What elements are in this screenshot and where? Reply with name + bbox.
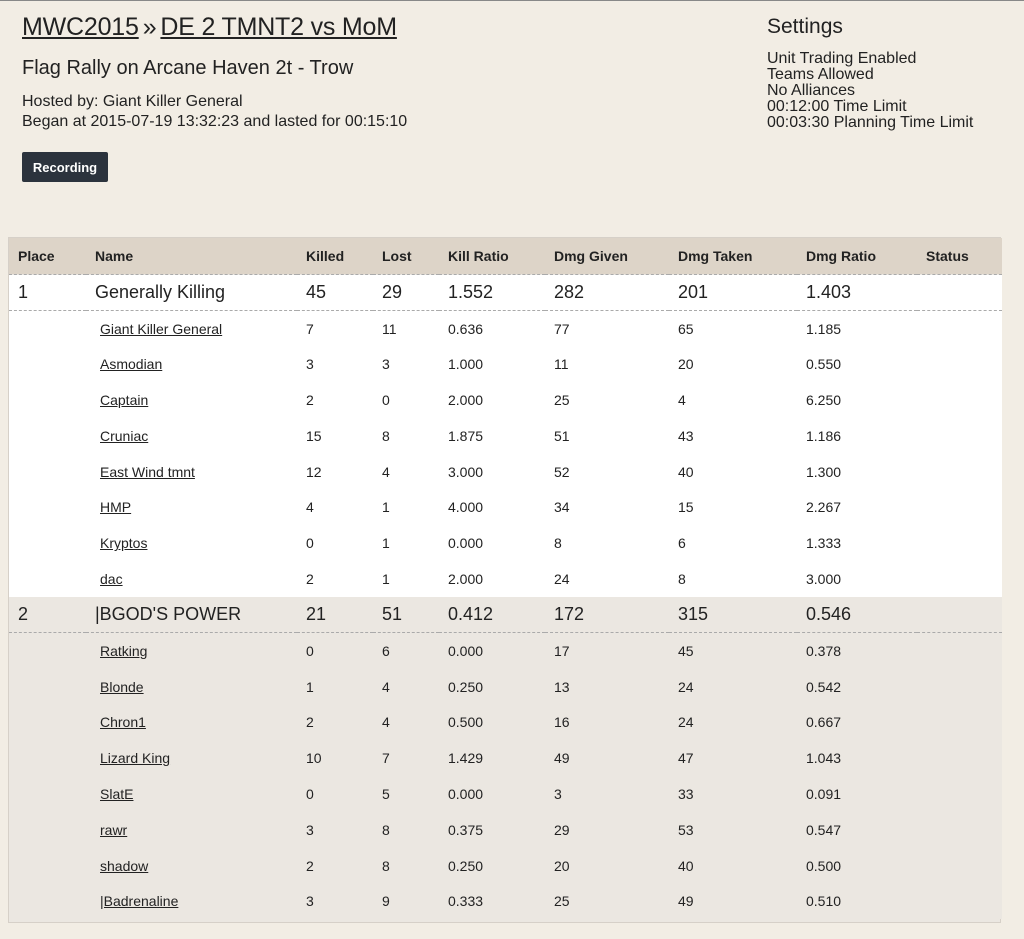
player-name-link[interactable]: dac bbox=[100, 570, 123, 587]
player-kill-ratio: 0.500 bbox=[448, 714, 484, 731]
player-kill-ratio: 0.250 bbox=[448, 678, 484, 695]
player-lost: 8 bbox=[382, 821, 390, 838]
player-place bbox=[9, 561, 86, 597]
player-status bbox=[917, 561, 1002, 597]
player-status bbox=[917, 812, 1002, 848]
player-dmg-given: 34 bbox=[554, 499, 570, 516]
player-row bbox=[9, 704, 1002, 740]
player-name-link[interactable]: Captain bbox=[100, 391, 149, 408]
player-dmg-ratio: 1.043 bbox=[806, 750, 842, 767]
player-name-cell bbox=[86, 776, 297, 812]
player-name-cell bbox=[86, 704, 297, 740]
settings-panel bbox=[767, 15, 1017, 131]
player-dmg-taken: 4 bbox=[678, 391, 686, 408]
player-killed: 3 bbox=[306, 356, 314, 373]
player-kill-ratio: 0.375 bbox=[448, 821, 484, 838]
player-lost: 6 bbox=[382, 643, 390, 660]
player-name-link[interactable]: HMP bbox=[100, 499, 132, 516]
player-row bbox=[9, 776, 1002, 812]
player-lost: 11 bbox=[382, 320, 397, 337]
player-status bbox=[917, 848, 1002, 884]
team-row bbox=[9, 275, 1002, 311]
player-name-link[interactable]: Blonde bbox=[100, 678, 144, 695]
game-subtitle: Flag Rally on Arcane Haven 2t - Trow bbox=[22, 57, 354, 79]
player-dmg-ratio: 0.542 bbox=[806, 678, 842, 695]
player-status bbox=[917, 633, 1002, 669]
team-dmg-ratio: 0.546 bbox=[797, 597, 917, 633]
player-name-cell bbox=[86, 311, 297, 347]
player-status bbox=[917, 454, 1002, 490]
player-dmg-taken: 65 bbox=[678, 320, 694, 337]
player-dmg-ratio: 0.510 bbox=[806, 893, 842, 910]
player-kill-ratio: 0.000 bbox=[448, 643, 484, 660]
player-status bbox=[917, 382, 1002, 418]
col-header-lost[interactable]: Lost bbox=[373, 238, 439, 274]
team-lost: 29 bbox=[373, 275, 439, 311]
results-body bbox=[9, 275, 1002, 920]
player-killed: 3 bbox=[306, 821, 314, 838]
player-place bbox=[9, 418, 86, 454]
player-row bbox=[9, 669, 1002, 705]
player-lost: 0 bbox=[382, 391, 390, 408]
player-name-cell bbox=[86, 740, 297, 776]
player-name-link[interactable]: Ratking bbox=[100, 643, 148, 660]
player-name-cell bbox=[86, 561, 297, 597]
breadcrumb bbox=[22, 13, 742, 42]
team-dmg-taken: 201 bbox=[669, 275, 797, 311]
player-kill-ratio: 1.875 bbox=[448, 427, 484, 444]
team-status bbox=[917, 597, 1002, 633]
player-place bbox=[9, 883, 86, 919]
setting-item: No Alliances bbox=[767, 82, 856, 99]
player-row bbox=[9, 454, 1002, 490]
player-row bbox=[9, 489, 1002, 525]
table-header-row bbox=[9, 238, 1002, 274]
player-name-cell bbox=[86, 883, 297, 919]
player-status bbox=[917, 740, 1002, 776]
player-dmg-given: 29 bbox=[554, 821, 570, 838]
player-name-cell bbox=[86, 848, 297, 884]
player-row bbox=[9, 561, 1002, 597]
col-header-status[interactable]: Status bbox=[917, 238, 1002, 274]
player-place bbox=[9, 776, 86, 812]
recording-button[interactable]: Recording bbox=[22, 152, 108, 182]
setting-item: 00:03:30 Planning Time Limit bbox=[767, 114, 974, 131]
player-name-link[interactable]: SlatE bbox=[100, 785, 134, 802]
player-killed: 12 bbox=[306, 463, 322, 480]
player-name-cell bbox=[86, 633, 297, 669]
player-name-cell bbox=[86, 346, 297, 382]
col-header-name[interactable]: Name bbox=[86, 238, 297, 274]
player-dmg-ratio: 1.186 bbox=[806, 427, 842, 444]
player-dmg-given: 11 bbox=[554, 356, 569, 373]
player-dmg-ratio: 0.091 bbox=[806, 785, 842, 802]
player-name-cell bbox=[86, 454, 297, 490]
player-dmg-ratio: 2.267 bbox=[806, 499, 842, 516]
col-header-killed[interactable]: Killed bbox=[297, 238, 373, 274]
player-kill-ratio: 1.000 bbox=[448, 356, 484, 373]
settings-list bbox=[767, 51, 1017, 131]
player-dmg-ratio: 1.185 bbox=[806, 320, 842, 337]
player-killed: 0 bbox=[306, 535, 314, 552]
results-table-container bbox=[8, 237, 1001, 923]
player-name-link[interactable]: Cruniac bbox=[100, 427, 149, 444]
player-dmg-given: 16 bbox=[554, 714, 570, 731]
player-row bbox=[9, 346, 1002, 382]
player-dmg-given: 20 bbox=[554, 857, 570, 874]
player-place bbox=[9, 848, 86, 884]
player-dmg-taken: 49 bbox=[678, 893, 694, 910]
team-name: Generally Killing bbox=[86, 275, 297, 311]
player-status bbox=[917, 669, 1002, 705]
player-killed: 1 bbox=[306, 678, 314, 695]
player-killed: 10 bbox=[306, 750, 322, 767]
player-name-cell bbox=[86, 489, 297, 525]
player-row bbox=[9, 311, 1002, 347]
player-place bbox=[9, 633, 86, 669]
player-dmg-given: 49 bbox=[554, 750, 570, 767]
player-status bbox=[917, 346, 1002, 382]
player-dmg-taken: 8 bbox=[678, 570, 686, 587]
player-name-cell bbox=[86, 382, 297, 418]
player-dmg-given: 17 bbox=[554, 643, 570, 660]
player-lost: 7 bbox=[382, 750, 390, 767]
player-lost: 5 bbox=[382, 785, 390, 802]
team-dmg-taken: 315 bbox=[669, 597, 797, 633]
player-name-cell bbox=[86, 812, 297, 848]
player-dmg-taken: 20 bbox=[678, 356, 694, 373]
player-kill-ratio: 0.000 bbox=[448, 535, 484, 552]
player-dmg-given: 25 bbox=[554, 391, 570, 408]
player-kill-ratio: 2.000 bbox=[448, 391, 484, 408]
team-killed: 45 bbox=[297, 275, 373, 311]
player-dmg-ratio: 1.300 bbox=[806, 463, 842, 480]
player-lost: 1 bbox=[382, 570, 390, 587]
team-row bbox=[9, 597, 1002, 633]
player-dmg-taken: 6 bbox=[678, 535, 686, 552]
team-lost: 51 bbox=[373, 597, 439, 633]
player-place bbox=[9, 382, 86, 418]
player-lost: 4 bbox=[382, 463, 390, 480]
player-name-link[interactable]: East Wind tmnt bbox=[100, 463, 195, 480]
player-status bbox=[917, 418, 1002, 454]
player-killed: 0 bbox=[306, 643, 314, 660]
player-kill-ratio: 4.000 bbox=[448, 499, 484, 516]
player-dmg-given: 3 bbox=[554, 785, 562, 802]
player-dmg-given: 52 bbox=[554, 463, 570, 480]
event-link[interactable]: MWC2015 bbox=[22, 13, 139, 41]
setting-item: 00:12:00 Time Limit bbox=[767, 98, 907, 115]
team-kill-ratio: 0.412 bbox=[439, 597, 545, 633]
player-row bbox=[9, 382, 1002, 418]
player-row bbox=[9, 883, 1002, 919]
player-dmg-taken: 43 bbox=[678, 427, 694, 444]
player-killed: 15 bbox=[306, 427, 322, 444]
player-kill-ratio: 0.636 bbox=[448, 320, 484, 337]
player-dmg-ratio: 0.500 bbox=[806, 857, 842, 874]
player-place bbox=[9, 311, 86, 347]
player-kill-ratio: 1.429 bbox=[448, 750, 484, 767]
player-dmg-taken: 47 bbox=[678, 750, 694, 767]
player-dmg-ratio: 1.333 bbox=[806, 535, 842, 552]
team-dmg-ratio: 1.403 bbox=[797, 275, 917, 311]
player-kill-ratio: 3.000 bbox=[448, 463, 484, 480]
player-status bbox=[917, 883, 1002, 919]
player-killed: 7 bbox=[306, 320, 314, 337]
player-killed: 2 bbox=[306, 714, 314, 731]
player-name-link[interactable]: shadow bbox=[100, 857, 149, 874]
player-name-link[interactable]: Lizard King bbox=[100, 750, 171, 767]
player-kill-ratio: 0.250 bbox=[448, 857, 484, 874]
player-killed: 2 bbox=[306, 570, 314, 587]
player-dmg-taken: 45 bbox=[678, 643, 694, 660]
player-lost: 8 bbox=[382, 427, 390, 444]
page-header bbox=[22, 13, 742, 132]
hosted-by-text: Hosted by: Giant Killer General bbox=[22, 93, 243, 110]
player-dmg-given: 24 bbox=[554, 570, 570, 587]
team-place: 2 bbox=[9, 597, 86, 633]
col-header-kill-ratio[interactable]: Kill Ratio bbox=[439, 238, 545, 274]
team-killed: 21 bbox=[297, 597, 373, 633]
player-dmg-ratio: 0.547 bbox=[806, 821, 842, 838]
player-dmg-given: 8 bbox=[554, 535, 562, 552]
player-dmg-ratio: 6.250 bbox=[806, 391, 842, 408]
player-name-cell bbox=[86, 418, 297, 454]
team-dmg-given: 282 bbox=[545, 275, 669, 311]
match-link[interactable]: DE 2 TMNT2 vs MoM bbox=[160, 13, 397, 41]
player-place bbox=[9, 704, 86, 740]
player-place bbox=[9, 669, 86, 705]
player-lost: 1 bbox=[382, 535, 390, 552]
player-dmg-taken: 24 bbox=[678, 714, 694, 731]
player-lost: 9 bbox=[382, 893, 390, 910]
player-row bbox=[9, 525, 1002, 561]
player-lost: 3 bbox=[382, 356, 390, 373]
player-dmg-ratio: 3.000 bbox=[806, 570, 842, 587]
player-dmg-given: 51 bbox=[554, 427, 570, 444]
col-header-dmg-ratio[interactable]: Dmg Ratio bbox=[797, 238, 917, 274]
player-place bbox=[9, 525, 86, 561]
player-kill-ratio: 0.000 bbox=[448, 785, 484, 802]
player-name-link[interactable]: rawr bbox=[100, 821, 128, 838]
player-name-link[interactable]: Asmodian bbox=[100, 356, 163, 373]
player-row bbox=[9, 848, 1002, 884]
player-place bbox=[9, 454, 86, 490]
player-name-cell bbox=[86, 669, 297, 705]
player-lost: 1 bbox=[382, 499, 390, 516]
player-name-link[interactable]: Chron1 bbox=[100, 714, 146, 731]
player-dmg-given: 77 bbox=[554, 320, 570, 337]
player-dmg-taken: 53 bbox=[678, 821, 694, 838]
player-row bbox=[9, 812, 1002, 848]
player-row bbox=[9, 740, 1002, 776]
col-header-dmg-given[interactable]: Dmg Given bbox=[545, 238, 669, 274]
player-place bbox=[9, 812, 86, 848]
player-kill-ratio: 2.000 bbox=[448, 570, 484, 587]
player-status bbox=[917, 525, 1002, 561]
settings-title: Settings bbox=[767, 15, 843, 38]
player-row bbox=[9, 418, 1002, 454]
player-dmg-taken: 40 bbox=[678, 857, 694, 874]
began-text: Began at 2015-07-19 13:32:23 and lasted for 00:15:10 bbox=[22, 113, 408, 130]
player-name-link[interactable]: |Badrenaline bbox=[100, 893, 179, 910]
team-kill-ratio: 1.552 bbox=[439, 275, 545, 311]
team-name: |BGOD'S POWER bbox=[86, 597, 297, 633]
player-status bbox=[917, 311, 1002, 347]
player-place bbox=[9, 740, 86, 776]
player-status bbox=[917, 704, 1002, 740]
player-row bbox=[9, 633, 1002, 669]
team-group bbox=[9, 597, 1002, 919]
col-header-dmg-taken[interactable]: Dmg Taken bbox=[669, 238, 797, 274]
col-header-place[interactable]: Place bbox=[9, 238, 86, 274]
player-killed: 0 bbox=[306, 785, 314, 802]
player-lost: 8 bbox=[382, 857, 390, 874]
player-kill-ratio: 0.333 bbox=[448, 893, 484, 910]
player-killed: 4 bbox=[306, 499, 314, 516]
player-dmg-given: 13 bbox=[554, 678, 570, 695]
player-name-link[interactable]: Giant Killer General bbox=[100, 320, 223, 337]
player-dmg-ratio: 0.667 bbox=[806, 714, 842, 731]
team-dmg-given: 172 bbox=[545, 597, 669, 633]
player-lost: 4 bbox=[382, 678, 390, 695]
player-name-cell bbox=[86, 525, 297, 561]
player-name-link[interactable]: Kryptos bbox=[100, 535, 148, 552]
setting-item: Teams Allowed bbox=[767, 66, 874, 83]
player-dmg-taken: 15 bbox=[678, 499, 694, 516]
player-dmg-ratio: 0.378 bbox=[806, 643, 842, 660]
player-dmg-taken: 40 bbox=[678, 463, 694, 480]
player-dmg-taken: 33 bbox=[678, 785, 694, 802]
player-killed: 2 bbox=[306, 391, 314, 408]
results-table bbox=[9, 238, 1002, 275]
player-place bbox=[9, 346, 86, 382]
player-dmg-ratio: 0.550 bbox=[806, 356, 842, 373]
team-group bbox=[9, 275, 1002, 597]
player-status bbox=[917, 776, 1002, 812]
player-dmg-given: 25 bbox=[554, 893, 570, 910]
player-lost: 4 bbox=[382, 714, 390, 731]
player-place bbox=[9, 489, 86, 525]
player-status bbox=[917, 489, 1002, 525]
player-killed: 3 bbox=[306, 893, 314, 910]
setting-item: Unit Trading Enabled bbox=[767, 50, 917, 67]
player-dmg-taken: 24 bbox=[678, 678, 694, 695]
player-killed: 2 bbox=[306, 857, 314, 874]
team-place: 1 bbox=[9, 275, 86, 311]
team-status bbox=[917, 275, 1002, 311]
breadcrumb-separator: » bbox=[142, 13, 157, 41]
